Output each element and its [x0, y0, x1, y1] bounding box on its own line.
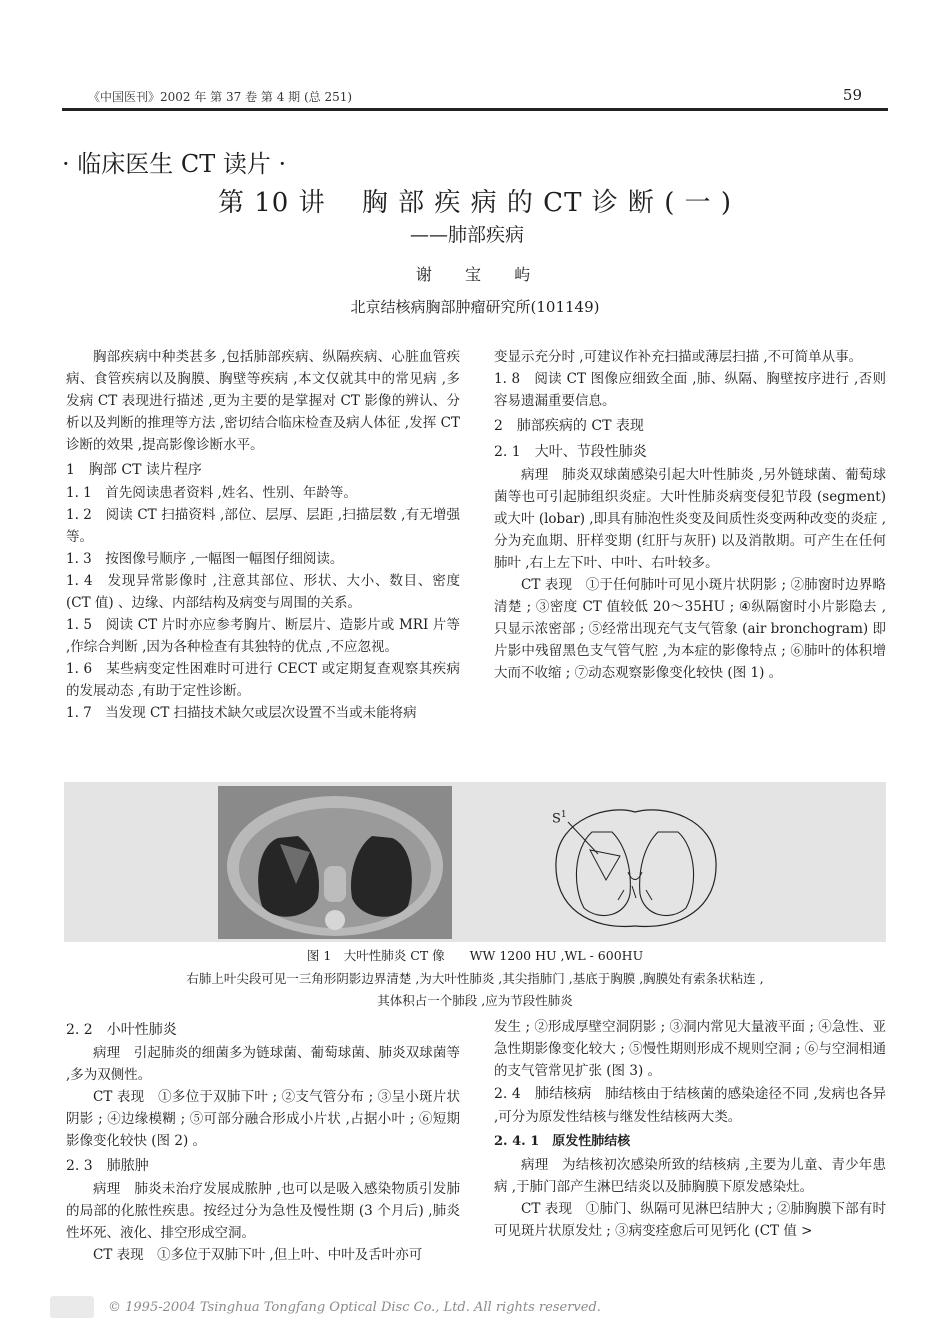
- primary-tb-ct: CT 表现 ①肺门、纵隔可见淋巴结肿大 ; ②肺胸膜下部有时可见斑片状原发灶 ; ③病变痊愈后可见钙化 (CT 值 >: [494, 1201, 886, 1239]
- pathology-paragraph: 病理 肺炎双球菌感染引起大叶性肺炎 ,另外链球菌、葡萄球菌等也可引起肺组织炎症。大叶性肺炎病变侵犯节段 (segment) 或大叶 (lobar) ,即具有肺泡性炎变及间质性炎变两种改变的炎症 ,分为充血期、肝样变期 (红肝与灰肝) 以及消散期。可产生在任何肺叶 ,右上左下叶、中叶、右叶较多。: [494, 467, 886, 571]
- diagram-label: $S^1$: [552, 810, 567, 827]
- lower-right-column: [494, 1016, 886, 1242]
- lower-left-column: [66, 1016, 460, 1266]
- item-1-6: 1. 6 某些病变定性困难时可进行 CECT 或定期复查观察其疾病的发展动态 ,有助于定性诊断。: [66, 661, 460, 699]
- subsection-heading-2-1: 2. 1 大叶、节段性肺炎: [494, 444, 647, 460]
- publisher-logo: [50, 1296, 94, 1318]
- column-title: · 临床医生 CT 读片 ·: [62, 150, 287, 178]
- tuberculosis-paragraph: 2. 4 肺结核病 肺结核由于结核菌的感染途径不同 ,发病也各异 ,可分为原发性结核与继发性结核两大类。: [494, 1086, 886, 1125]
- section-heading-2: 2 肺部疾病的 CT 表现: [494, 418, 644, 434]
- item-1-7: 1. 7 当发现 CT 扫描技术缺欠或层次设置不当或未能将病: [66, 705, 417, 721]
- figure-caption-title: 图 1 大叶性肺炎 CT 像 WW 1200 HU ,WL - 600HU: [306, 948, 644, 963]
- header-rule: [62, 108, 888, 111]
- item-1-5: 1. 5 阅读 CT 片时亦应参考胸片、断层片、造影片或 MRI 片等 ,作综合判断 ,因为各种检查有其独特的优点 ,不应忽视。: [66, 617, 460, 655]
- right-column: [494, 346, 886, 684]
- author-name: 谢 宝 屿: [415, 265, 535, 284]
- ct-diagram: [540, 790, 730, 940]
- intro-paragraph: 胸部疾病中种类甚多 ,包括肺部疾病、纵隔疾病、心脏血管疾病、食管疾病以及胸膜、胸壁等疾病 ,本文仅就其中的常见病 ,多发病 CT 表现进行描述 ,更为主要的是掌握对 CT 影像的辨认、分析以及判断的推理等方法 ,密切结合临床检查及病人体征 ,发挥 CT 诊断的效果 ,提高影像诊断水平。: [66, 349, 460, 453]
- abscess-pathology: 病理 肺炎未治疗发展成脓肿 ,也可以是吸入感染物质引发肺的局部的化脓性疾患。按经过分为急性及慢性期 (3 个月后) ,肺炎性坏死、液化、排空形成空洞。: [66, 1181, 460, 1241]
- article-title: 第 10 讲 胸 部 疾 病 的 CT 诊 断 ( 一 ): [217, 188, 733, 218]
- ct-findings-paragraph: CT 表现 ①于任何肺叶可见小斑片状阴影 ; ②肺窗时边界略清楚 ; ③密度 CT 值较低 20～35HU ; ④纵隔窗时小片影隐去 ,只显示浓密部 ; ⑤经常出现充气支气管象 (air bronchogram) 即片影中残留黑色支气管气腔 ,为本症的影像特点 ; ⑥肺叶的体积增大而不收缩 ; ⑦动态观察影像变化较快 (图 1) 。: [494, 577, 886, 681]
- page-number: 59: [842, 86, 862, 104]
- subsection-heading-2-4-1: 2. 4. 1 原发性肺结核: [494, 1134, 631, 1149]
- article-subtitle: ——肺部疾病: [410, 224, 525, 246]
- author-affiliation: 北京结核病胸部肿瘤研究所(101149): [350, 298, 600, 316]
- subsection-heading-2-2: 2. 2 小叶性肺炎: [66, 1022, 177, 1038]
- figure-caption-line-2: 其体积占一个肺段 ,应为节段性肺炎: [377, 993, 573, 1008]
- subsection-heading-2-3: 2. 3 肺脓肿: [66, 1158, 149, 1174]
- ct-scan-image: [218, 786, 452, 939]
- item-1-3: 1. 3 按图像号顺序 ,一幅图一幅图仔细阅读。: [66, 551, 344, 567]
- lobular-pathology: 病理 引起肺炎的细菌多为链球菌、葡萄球菌、肺炎双球菌等 ,多为双侧性。: [66, 1045, 460, 1083]
- item-1-2: 1. 2 阅读 CT 扫描资料 ,部位、层厚、层距 ,扫描层数 ,有无增强等。: [66, 507, 460, 545]
- item-1-1: 1. 1 首先阅读患者资料 ,姓名、性别、年龄等。: [66, 485, 357, 501]
- left-column: [66, 346, 460, 724]
- lobular-ct: CT 表现 ①多位于双肺下叶 ; ②支气管分布 ; ③呈小斑片状阴影 ; ④边缘模糊 ; ⑤可部分融合形成小片状 ,占据小叶 ; ⑥短期影像变化较快 (图 2) 。: [66, 1089, 460, 1149]
- item-1-4: 1. 4 发现异常影像时 ,注意其部位、形状、大小、数目、密度 (CT 值) 、边缘、内部结构及病变与周围的关系。: [66, 573, 460, 611]
- journal-header: 《中国医刊》2002 年 第 37 卷 第 4 期 (总 251): [88, 90, 353, 104]
- abscess-ct-continued: 发生 ; ②形成厚壁空洞阴影 ; ③洞内常见大量液平面 ; ④急性、亚急性期影像变化较大 ; ⑤慢性期则形成不规则空洞 ; ⑥与空洞相通的支气管常见扩张 (图 3) 。: [494, 1019, 886, 1079]
- section-heading-1: 1 胸部 CT 读片程序: [66, 462, 202, 478]
- item-1-7-continued: 变显示充分时 ,可建议作补充扫描或薄层扫描 ,不可简单从事。: [494, 349, 863, 365]
- abscess-ct: CT 表现 ①多位于双肺下叶 ,但上叶、中叶及舌叶亦可: [93, 1247, 423, 1263]
- item-1-8: 1. 8 阅读 CT 图像应细致全面 ,肺、纵隔、胸壁按序进行 ,否则容易遗漏重要信息。: [494, 371, 886, 409]
- copyright-footer: © 1995-2004 Tsinghua Tongfang Optical Disc Co., Ltd. All rights reserved.: [108, 1300, 601, 1315]
- subsection-heading-2-4: 2. 4 肺结核病: [494, 1086, 592, 1102]
- primary-tb-pathology: 病理 为结核初次感染所致的结核病 ,主要为儿童、青少年患病 ,于肺门部产生淋巴结炎以及肺胸膜下原发感染灶。: [494, 1157, 886, 1195]
- figure-band: [64, 782, 886, 942]
- figure-caption-line-1: 右肺上叶尖段可见一三角形阴影边界清楚 ,为大叶性肺炎 ,其尖指肺门 ,基底于胸膜 ,胸膜处有索条状粘连 ,: [186, 971, 764, 986]
